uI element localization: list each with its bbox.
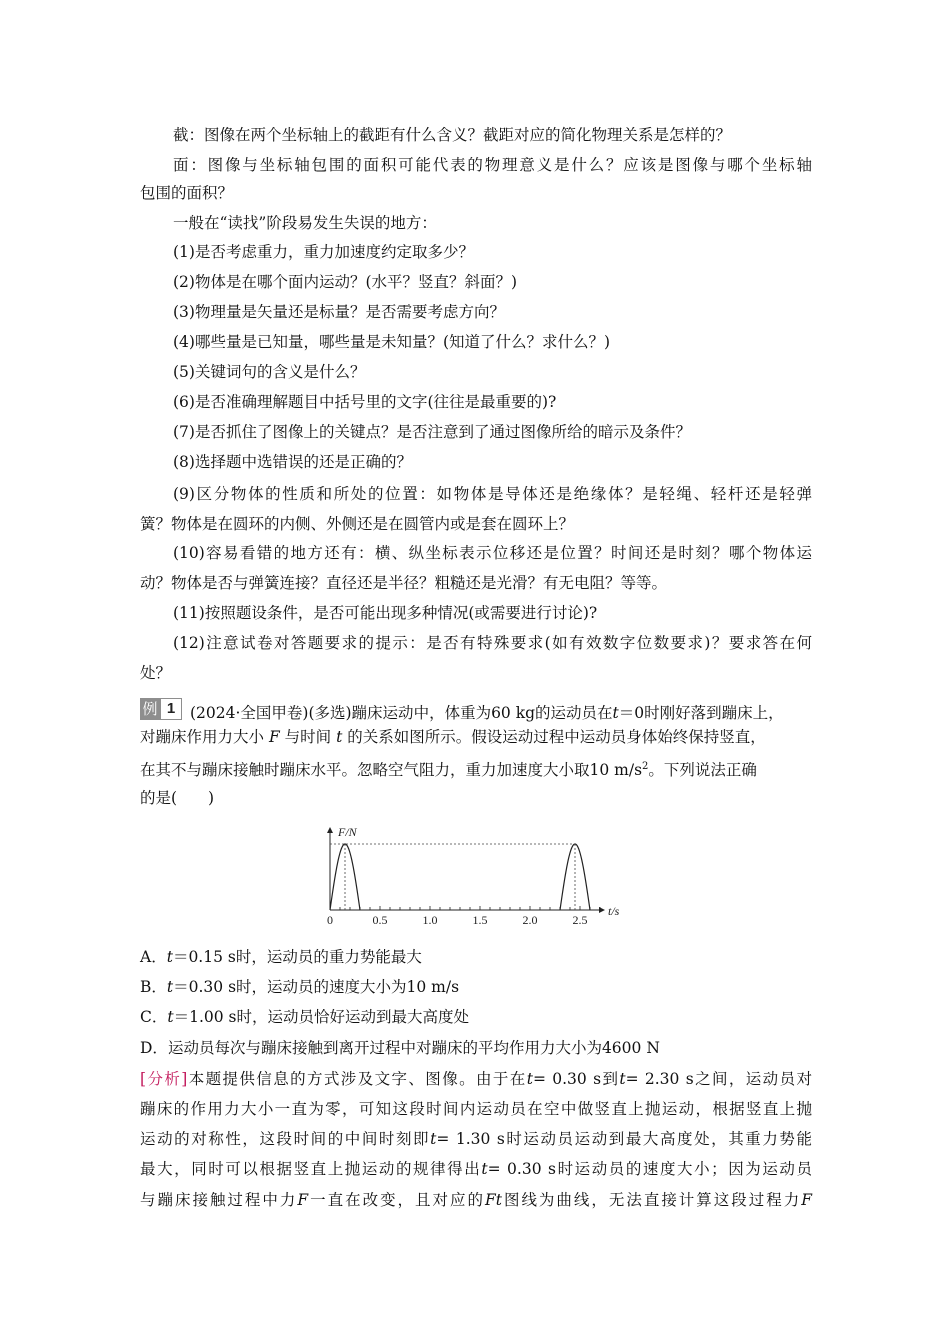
var-t: t <box>526 1070 533 1088</box>
example-text: 。下列说法正确 <box>648 761 757 780</box>
analysis-span: = 0.30 s时运动员的速度大小；因为运动员 <box>487 1160 812 1178</box>
option-d-label: D． <box>140 1039 168 1057</box>
example-badge <box>140 698 182 720</box>
option-b[interactable] <box>0 976 950 998</box>
example-text: 与时间 <box>284 728 332 746</box>
var-F: F <box>297 1191 309 1209</box>
list-item-9-text: (9)区分物体的性质和所处的位置：如物体是导体还是绝缘体？是轻绳、轻杆还是轻弹 <box>173 485 812 503</box>
example-badge-char: 例 <box>140 698 160 720</box>
list-item-12-line2: 处？ <box>140 664 172 682</box>
x-tick-label: 1.5 <box>472 913 488 926</box>
option-b-text: ＝0.30 s时，运动员的速度大小为10 m/s <box>173 978 460 996</box>
option-d[interactable] <box>0 1037 950 1059</box>
list-item: (4)哪些量是已知量，哪些量是未知量？(知道了什么？求什么？) <box>173 333 611 351</box>
analysis-text <box>140 1158 812 1180</box>
analysis-span: 与蹦床接触过程中力 <box>140 1191 298 1209</box>
paragraph-area-line2: 包围的面积？ <box>140 184 234 202</box>
var-t: t <box>167 1008 174 1026</box>
superscript: 2 <box>642 761 649 772</box>
example-line2 <box>0 726 950 748</box>
x-tick-label: 2.0 <box>522 913 538 926</box>
list-item-10-text: (10)容易看错的地方还有：横、纵坐标表示位移还是位置？时间还是时刻？哪个物体运 <box>173 544 812 562</box>
x-tick-label: 0 <box>327 913 333 926</box>
option-c[interactable] <box>0 1006 950 1028</box>
list-item: (3)物理量是矢量还是标量？是否需要考虑方向？ <box>173 303 505 321</box>
paragraph-intercept: 截：图像在两个坐标轴上的截距有什么含义？截距对应的简化物理关系是怎样的？ <box>173 126 732 144</box>
list-item-10-line2: 动？物体是否与弹簧连接？直径还是半径？粗糙还是光滑？有无电阻？等等。 <box>140 574 668 592</box>
analysis-span: 运动的对称性，这段时间的中间时刻即 <box>140 1130 431 1148</box>
list-item: (7)是否抓住了图像上的关键点？是否注意到了通过图像所给的暗示及条件？ <box>173 423 691 441</box>
var-F: F <box>801 1191 812 1209</box>
list-item: (11)按照题设条件，是否可能出现多种情况(或需要进行讨论)? <box>173 604 598 622</box>
chart-series <box>330 844 590 910</box>
option-c-label: C． <box>140 1008 168 1026</box>
x-tick-label: 1.0 <box>422 913 438 926</box>
list-item: (6)是否准确理解题目中括号里的文字(往往是最重要的)? <box>173 393 557 411</box>
list-item: (8)选择题中选错误的还是正确的？ <box>173 453 412 471</box>
analysis-span: = 2.30 s之间，运动员对 <box>625 1070 812 1088</box>
force-time-chart <box>316 824 636 926</box>
option-a[interactable] <box>0 946 950 968</box>
guide-lines <box>330 844 575 910</box>
option-a-label: A． <box>140 948 167 966</box>
analysis-span: 最大，同时可以根据竖直上抛运动的规律得出 <box>140 1160 482 1178</box>
x-tick-labels <box>327 913 588 926</box>
var-F: F <box>268 728 280 746</box>
option-d-text: 运动员每次与蹦床接触到离开过程中对蹦床的平均作用力大小为4600 N <box>167 1039 660 1057</box>
example-text: 在其不与蹦床接触时蹦床水平。忽略空气阻力，重力加速度大小取10 m/s <box>140 761 643 780</box>
analysis-text <box>140 1068 812 1090</box>
analysis-span: = 1.30 s时运动员运动到最大高度处，其重力势能 <box>436 1130 812 1148</box>
example-line3 <box>0 756 950 781</box>
example-line4: 的是( ) <box>140 789 215 807</box>
option-a-text: ＝0.15 s时，运动员的重力势能最大 <box>172 948 422 966</box>
option-b-label: B． <box>140 978 167 996</box>
x-tick-label: 2.5 <box>572 913 588 926</box>
example-text: ＝0时刚好落到蹦床上， <box>618 704 784 722</box>
analysis-span: 图线为曲线，无法直接计算这段过程力 <box>501 1191 802 1209</box>
option-c-text: ＝1.00 s时，运动员恰好运动到最大高度处 <box>173 1008 470 1026</box>
x-axis-label: t/s <box>608 904 620 918</box>
analysis-span: 一直在改变，且对应的 <box>308 1191 485 1209</box>
example-badge-number: 1 <box>160 698 182 720</box>
var-t: t <box>612 704 619 722</box>
example-text: (2024·全国甲卷)(多选)蹦床运动中，体重为60 kg的运动员在 <box>190 704 613 722</box>
var-t: t <box>336 728 343 746</box>
paragraph-errors-intro: 一般在“读找”阶段易发生失误的地方： <box>173 214 437 232</box>
analysis-text <box>140 1128 812 1150</box>
paragraph-area-text: 面：图像与坐标轴包围的面积可能代表的物理意义是什么？应该是图像与哪个坐标轴 <box>173 156 812 174</box>
analysis-text <box>140 1189 812 1211</box>
list-item: (5)关键词句的含义是什么？ <box>173 363 366 381</box>
analysis-text: 蹦床的作用力大小一直为零，可知这段时间内运动员在空中做竖直上抛运动，根据竖直上抛 <box>140 1100 812 1118</box>
example-text: 的关系如图所示。假设运动过程中运动员身体始终保持竖直， <box>347 728 766 746</box>
var-t: t <box>481 1160 488 1178</box>
list-item-12-text: (12)注意试卷对答题要求的提示：是否有特殊要求(如有效数字位数要求)？要求答在何 <box>173 634 812 652</box>
analysis-span: 本题提供信息的方式涉及文字、图像。由于在 <box>187 1070 527 1088</box>
x-tick-label: 0.5 <box>372 913 388 926</box>
list-item: (1)是否考虑重力，重力加速度约定取多少？ <box>173 243 474 261</box>
var-t: t <box>619 1070 626 1088</box>
analysis-span: = 0.30 s到 <box>532 1070 620 1088</box>
var-t: t <box>430 1130 437 1148</box>
example-text: 对蹦床作用力大小 <box>140 728 265 746</box>
y-axis-label: F/N <box>338 825 357 839</box>
example-line1 <box>0 696 950 724</box>
var-t: t <box>166 978 174 996</box>
var-Ft: Ft <box>484 1191 502 1209</box>
list-item-9-line2: 簧？物体是在圆环的内侧、外侧还是在圆管内或是套在圆环上？ <box>140 515 575 533</box>
list-item: (2)物体是在哪个面内运动？(水平？竖直？斜面？) <box>173 273 518 291</box>
analysis-tag: [分析] <box>140 1070 188 1088</box>
var-t: t <box>166 948 173 966</box>
